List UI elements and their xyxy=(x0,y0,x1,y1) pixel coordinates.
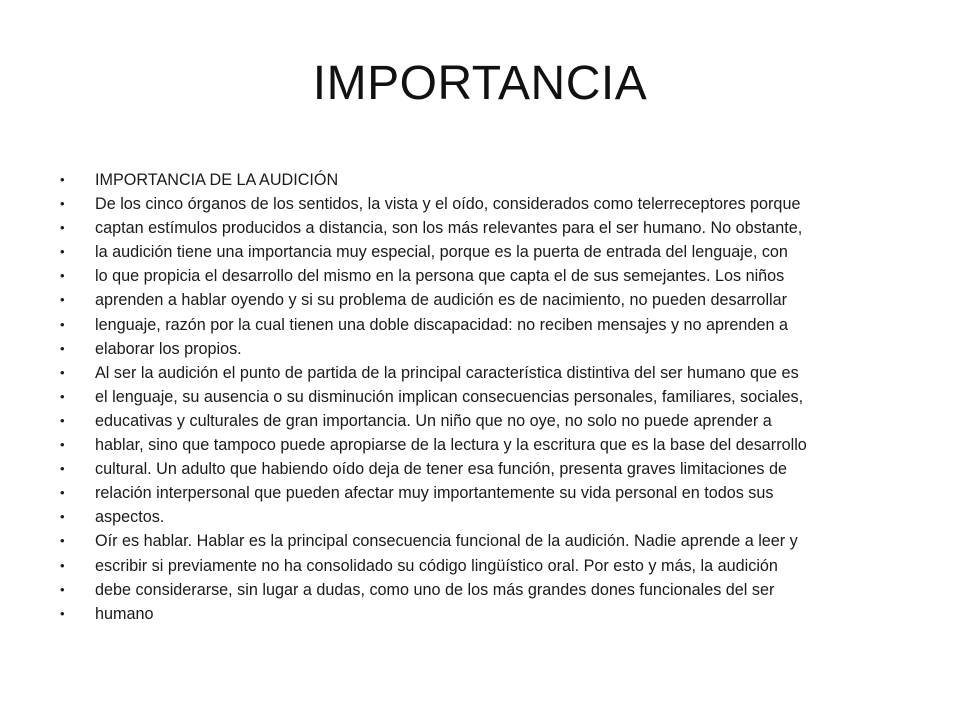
bullet-item xyxy=(60,216,920,240)
bullet-dot-icon: • xyxy=(60,485,65,501)
bullet-dot-icon: • xyxy=(60,412,65,428)
bullet-text: De los cinco órganos de los sentidos, la vista y el oído, considerados como telerreceptores porque xyxy=(95,195,801,214)
bullet-text: elaborar los propios. xyxy=(95,339,242,358)
bullet-dot-icon: • xyxy=(60,437,65,453)
bullet-text: captan estímulos producidos a distancia, son los más relevantes para el ser humano. No obstante, xyxy=(95,219,803,238)
bullet-list xyxy=(60,168,920,626)
bullet-item xyxy=(60,578,920,602)
slide-title: IMPORTANCIA xyxy=(312,57,648,110)
bullet-text: lenguaje, razón por la cual tienen una doble discapacidad: no reciben mensajes y no aprenden a xyxy=(95,315,788,334)
bullet-text: la audición tiene una importancia muy especial, porque es la puerta de entrada del lenguaje, con xyxy=(95,243,788,262)
bullet-text: escribir si previamente no ha consolidado su código lingüístico oral. Por esto y más, la audición xyxy=(95,556,778,575)
bullet-item xyxy=(60,168,920,192)
bullet-item xyxy=(60,529,920,553)
bullet-text: debe considerarse, sin lugar a dudas, como uno de los más grandes dones funcionales del ser xyxy=(95,580,775,599)
bullet-item xyxy=(60,409,920,433)
bullet-text: educativas y culturales de gran importancia. Un niño que no oye, no solo no puede aprender a xyxy=(95,411,772,430)
bullet-dot-icon: • xyxy=(60,557,65,573)
bullet-dot-icon: • xyxy=(60,509,65,525)
bullet-text: hablar, sino que tampoco puede apropiarse de la lectura y la escritura que es la base del desarrollo xyxy=(95,436,807,455)
bullet-item xyxy=(60,385,920,409)
bullet-dot-icon: • xyxy=(60,316,65,332)
bullet-item xyxy=(60,554,920,578)
bullet-item xyxy=(60,264,920,288)
bullet-dot-icon: • xyxy=(60,244,65,260)
bullet-text: lo que propicia el desarrollo del mismo en la persona que capta el de sus semejantes. Los niños xyxy=(95,267,785,286)
bullet-item xyxy=(60,433,920,457)
bullet-dot-icon: • xyxy=(60,268,65,284)
bullet-text: aspectos. xyxy=(95,508,165,527)
bullet-dot-icon: • xyxy=(60,581,65,597)
bullet-item xyxy=(60,361,920,385)
bullet-dot-icon: • xyxy=(60,292,65,308)
bullet-dot-icon: • xyxy=(60,461,65,477)
bullet-item xyxy=(60,457,920,481)
bullet-text: humano xyxy=(95,604,154,623)
bullet-item xyxy=(60,505,920,529)
bullet-item xyxy=(60,192,920,216)
bullet-dot-icon: • xyxy=(60,340,65,356)
bullet-dot-icon: • xyxy=(60,364,65,380)
bullet-text: Oír es hablar. Hablar es la principal consecuencia funcional de la audición. Nadie aprende a leer y xyxy=(95,532,798,551)
bullet-dot-icon: • xyxy=(60,220,65,236)
bullet-dot-icon: • xyxy=(60,388,65,404)
bullet-text: Al ser la audición el punto de partida de la principal característica distintiva del ser humano que es xyxy=(95,363,799,382)
bullet-text: aprenden a hablar oyendo y si su problema de audición es de nacimiento, no pueden desarrollar xyxy=(95,291,788,310)
bullet-item xyxy=(60,240,920,264)
bullet-item xyxy=(60,602,920,626)
bullet-dot-icon: • xyxy=(60,533,65,549)
bullet-item xyxy=(60,337,920,361)
bullet-item xyxy=(60,481,920,505)
bullet-text: IMPORTANCIA DE LA AUDICIÓN xyxy=(95,171,339,189)
bullet-text: cultural. Un adulto que habiendo oído deja de tener esa función, presenta graves limitaciones de xyxy=(95,460,788,479)
bullet-dot-icon: • xyxy=(60,172,65,187)
bullet-text: relación interpersonal que pueden afectar muy importantemente su vida personal en todos sus xyxy=(95,484,774,503)
bullet-item xyxy=(60,313,920,337)
bullet-dot-icon: • xyxy=(60,196,65,212)
bullet-text: el lenguaje, su ausencia o su disminución implican consecuencias personales, familiares, sociales, xyxy=(95,387,804,406)
bullet-dot-icon: • xyxy=(60,605,65,621)
bullet-item xyxy=(60,288,920,312)
